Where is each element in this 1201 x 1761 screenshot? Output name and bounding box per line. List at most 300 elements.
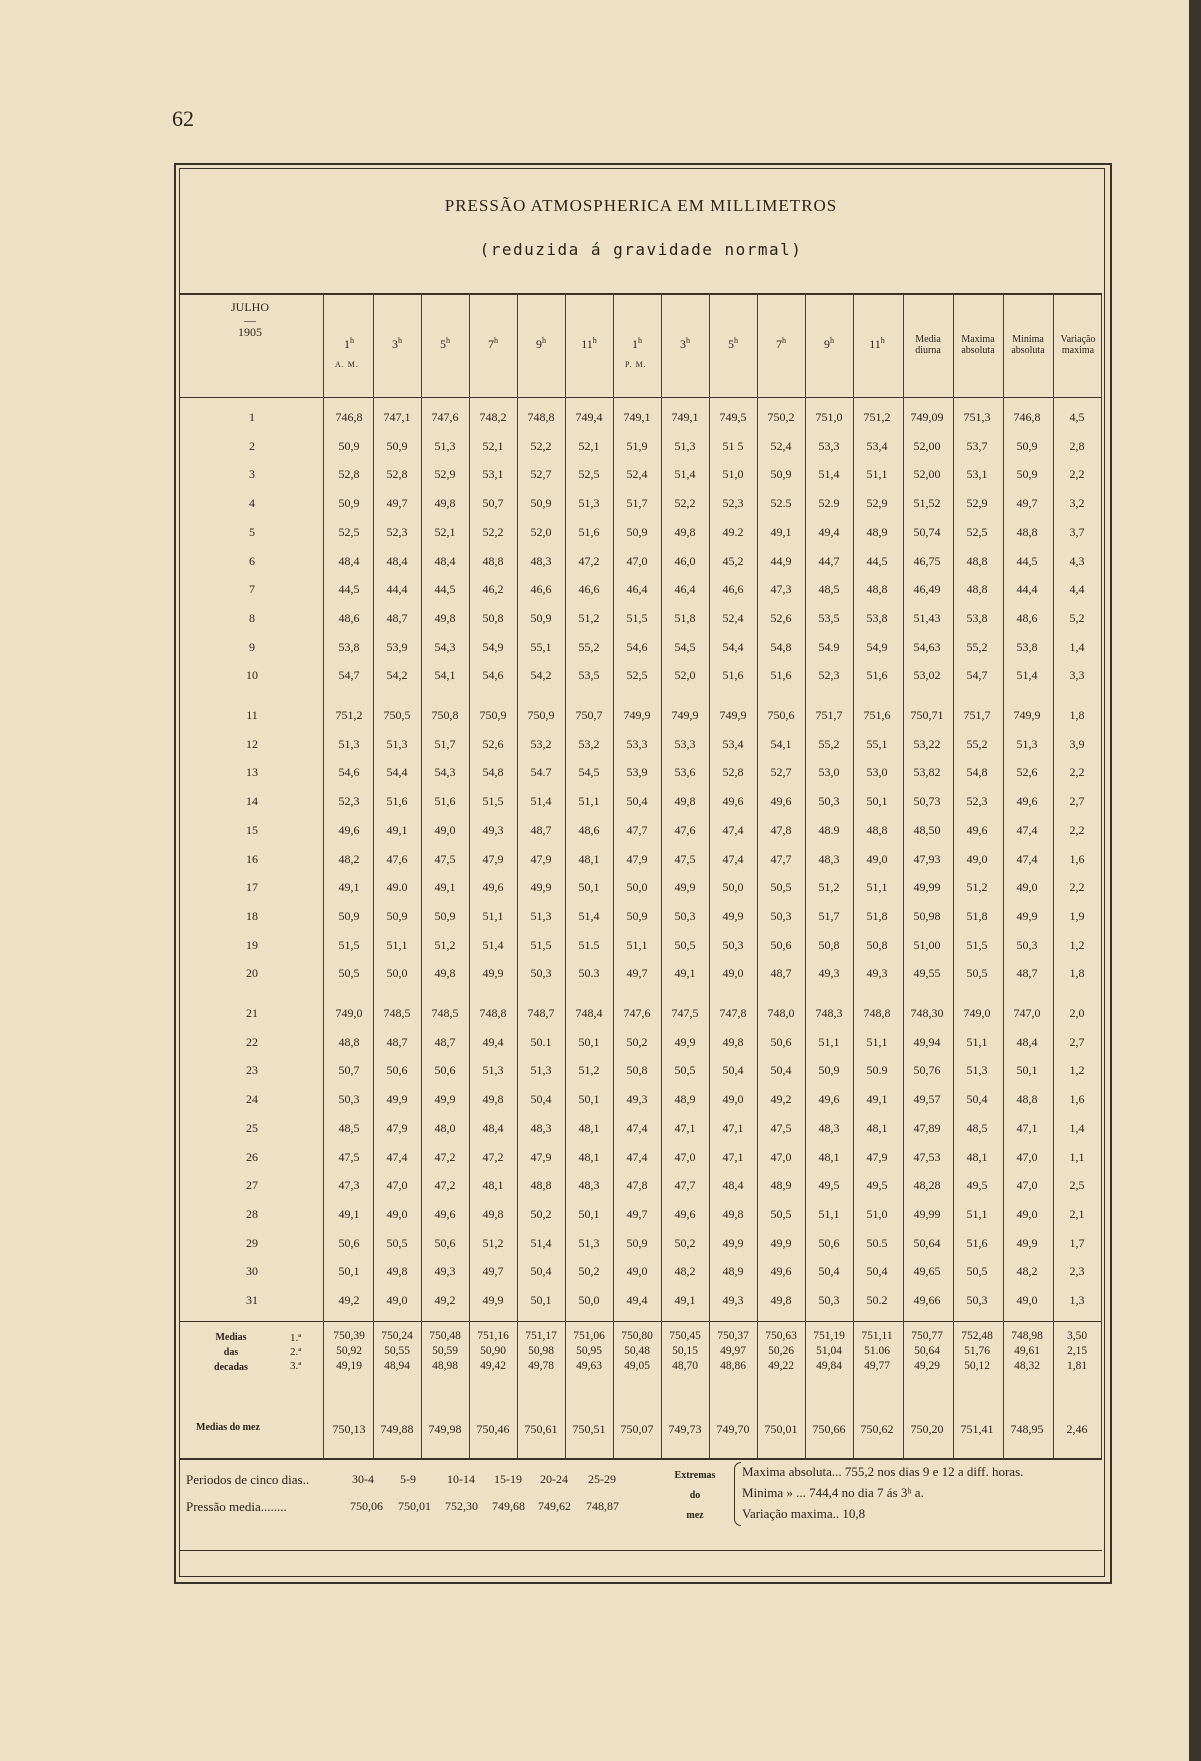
value-cell: 50,4 <box>626 794 648 808</box>
extremes-brace <box>734 1462 741 1526</box>
value-cell: 51,6 <box>722 668 744 682</box>
value-cell: 46,75 <box>913 554 941 568</box>
value-cell: 50,6 <box>338 1236 360 1250</box>
value-cell: 751,6 <box>863 708 891 722</box>
value-cell: 748,8 <box>527 410 555 424</box>
value-cell: 49,8 <box>722 1207 744 1221</box>
value-cell: 2,3 <box>1069 1264 1085 1278</box>
value-cell: 52,6 <box>770 611 792 625</box>
value-cell: 50,0 <box>626 880 648 894</box>
value-cell: 54,2 <box>386 668 408 682</box>
value-cell: 51,5 <box>626 611 648 625</box>
value-cell: 52,5 <box>626 668 648 682</box>
value-cell: 48,8 <box>866 582 888 596</box>
day-cell: 4 <box>249 496 255 510</box>
month-means-label: Medias do mez <box>196 1422 260 1433</box>
value-cell: 2,0 <box>1069 1006 1085 1020</box>
value-cell: 54,6 <box>338 765 360 779</box>
value-cell: 50,5 <box>966 1264 988 1278</box>
value-cell: 50,6 <box>770 938 792 952</box>
decade-mark-1: 1.ª <box>290 1332 302 1344</box>
value-cell: 51,1 <box>966 1035 988 1049</box>
decades-label-line1: Medias <box>215 1332 247 1343</box>
value-cell: 50,7 <box>482 496 504 510</box>
value-cell: 47,6 <box>674 823 696 837</box>
month-mean-cell: 750,62 <box>860 1422 894 1436</box>
value-cell: 48,4 <box>338 554 360 568</box>
value-cell: 50,1 <box>338 1264 360 1278</box>
value-cell: 48,7 <box>386 611 408 625</box>
value-cell: 46,6 <box>578 582 600 596</box>
value-cell: 49,1 <box>770 525 792 539</box>
value-cell: 53,3 <box>626 737 648 751</box>
value-cell: 51,5 <box>338 938 360 952</box>
value-cell: 49,3 <box>866 966 888 980</box>
value-cell: 751,7 <box>963 708 991 722</box>
value-cell: 47,7 <box>626 823 648 837</box>
value-cell: 50,4 <box>722 1063 744 1077</box>
value-cell: 4,5 <box>1069 410 1085 424</box>
value-cell: 47,2 <box>578 554 600 568</box>
value-cell: 50,5 <box>770 880 792 894</box>
value-cell: 52,5 <box>338 525 360 539</box>
value-cell: 49,1 <box>674 966 696 980</box>
value-cell: 749,9 <box>719 708 747 722</box>
value-cell: 50,0 <box>722 880 744 894</box>
day-cell: 1 <box>249 410 255 424</box>
value-cell: 50.3 <box>578 966 600 980</box>
value-cell: 48,8 <box>966 582 988 596</box>
value-cell: 746,8 <box>1013 410 1041 424</box>
decades-label-line3: decadas <box>214 1362 248 1373</box>
value-cell: 746,8 <box>335 410 363 424</box>
value-cell: 748,5 <box>431 1006 459 1020</box>
value-cell: 50,1 <box>866 794 888 808</box>
value-cell: 47,5 <box>434 852 456 866</box>
value-cell: 3,3 <box>1069 668 1085 682</box>
value-cell: 48,5 <box>338 1121 360 1135</box>
value-cell: 50,98 <box>913 909 941 923</box>
value-cell: 53,2 <box>530 737 552 751</box>
day-cell: 18 <box>246 909 258 923</box>
value-cell: 46,4 <box>674 582 696 596</box>
value-cell: 1,6 <box>1069 852 1085 866</box>
value-cell: 50,4 <box>818 1264 840 1278</box>
value-cell: 47,4 <box>722 823 744 837</box>
value-cell: 47,0 <box>626 554 648 568</box>
value-cell: 52,2 <box>482 525 504 539</box>
value-cell: 51,8 <box>674 611 696 625</box>
decade-mean-cell: 50,12 <box>964 1360 990 1372</box>
value-cell: 1,4 <box>1069 1121 1085 1135</box>
value-cell: 49,8 <box>386 1264 408 1278</box>
hour-header <box>613 336 661 352</box>
decade-mean-cell: 50,64 <box>914 1345 940 1357</box>
value-cell: 48,1 <box>578 1121 600 1135</box>
day-cell: 21 <box>246 1006 258 1020</box>
value-cell: 49,7 <box>482 1264 504 1278</box>
value-cell: 749,09 <box>910 410 944 424</box>
value-cell: 747,6 <box>623 1006 651 1020</box>
day-cell: 26 <box>246 1150 258 1164</box>
value-cell: 47,7 <box>674 1178 696 1192</box>
day-cell: 12 <box>246 737 258 751</box>
value-cell: 54,1 <box>434 668 456 682</box>
value-cell: 1,3 <box>1069 1293 1085 1307</box>
decade-mean-cell: 752,48 <box>961 1330 993 1342</box>
value-cell: 49,6 <box>1016 794 1038 808</box>
value-cell: 50,9 <box>338 439 360 453</box>
month-mean-cell: 750,13 <box>332 1422 366 1436</box>
value-cell: 51,1 <box>966 1207 988 1221</box>
value-cell: 750,7 <box>575 708 603 722</box>
value-cell: 52.5 <box>770 496 792 510</box>
value-cell: 52,5 <box>578 467 600 481</box>
stat-header <box>952 334 1004 356</box>
decade-mean-cell: 50,95 <box>576 1345 602 1357</box>
decade-mean-cell: 50,92 <box>336 1345 362 1357</box>
value-cell: 53,0 <box>818 765 840 779</box>
value-cell: 49,9 <box>674 1035 696 1049</box>
value-cell: 49,6 <box>966 823 988 837</box>
value-cell: 49,2 <box>338 1293 360 1307</box>
stat-header-line: Media <box>915 334 941 345</box>
value-cell: 47,1 <box>722 1150 744 1164</box>
value-cell: 48,3 <box>578 1178 600 1192</box>
hour-header <box>421 336 469 352</box>
period-pressure-value: 750,01 <box>398 1499 431 1513</box>
value-cell: 50,9 <box>1016 467 1038 481</box>
value-cell: 49,6 <box>818 1092 840 1106</box>
value-cell: 50.5 <box>866 1236 888 1250</box>
value-cell: 51,43 <box>913 611 941 625</box>
value-cell: 49,9 <box>434 1092 456 1106</box>
value-cell: 47,4 <box>1016 852 1038 866</box>
value-cell: 54,2 <box>530 668 552 682</box>
value-cell: 49,6 <box>770 1264 792 1278</box>
day-cell: 25 <box>246 1121 258 1135</box>
value-cell: 47,4 <box>1016 823 1038 837</box>
value-cell: 50,6 <box>434 1063 456 1077</box>
value-cell: 49,3 <box>722 1293 744 1307</box>
value-cell: 53,1 <box>966 467 988 481</box>
value-cell: 51,1 <box>818 1035 840 1049</box>
period-pressure-value: 749,62 <box>538 1499 571 1513</box>
value-cell: 50,2 <box>578 1264 600 1278</box>
value-cell: 54,5 <box>674 640 696 654</box>
day-cell: 30 <box>246 1264 258 1278</box>
value-cell: 46,6 <box>722 582 744 596</box>
value-cell: 53,02 <box>913 668 941 682</box>
day-cell: 10 <box>246 668 258 682</box>
value-cell: 51,3 <box>386 737 408 751</box>
value-cell: 49,99 <box>913 880 941 894</box>
decade-mean-cell: 1,81 <box>1066 1360 1088 1372</box>
hour-value: 1 <box>632 337 638 351</box>
value-cell: 49,1 <box>674 1293 696 1307</box>
value-cell: 48,9 <box>674 1092 696 1106</box>
value-cell: 50.1 <box>530 1035 552 1049</box>
value-cell: 51,6 <box>770 668 792 682</box>
value-cell: 52,3 <box>386 525 408 539</box>
hour-header <box>373 336 421 352</box>
value-cell: 750,6 <box>767 708 795 722</box>
value-cell: 747,0 <box>1013 1006 1041 1020</box>
stat-header-line: absoluta <box>1011 345 1045 356</box>
am-label: A. M. <box>335 360 359 369</box>
pressure-label: Pressão media........ <box>186 1499 287 1514</box>
value-cell: 49,4 <box>818 525 840 539</box>
value-cell: 49,0 <box>386 1293 408 1307</box>
decade-mark-3: 3.ª <box>290 1360 302 1372</box>
day-cell: 14 <box>246 794 258 808</box>
value-cell: 51,3 <box>530 1063 552 1077</box>
value-cell: 49,0 <box>1016 1293 1038 1307</box>
decade-mean-cell: 50,59 <box>432 1345 458 1357</box>
value-cell: 49,5 <box>818 1178 840 1192</box>
value-cell: 49,1 <box>866 1092 888 1106</box>
value-cell: 51,3 <box>530 909 552 923</box>
value-cell: 47,0 <box>1016 1150 1038 1164</box>
value-cell: 44,4 <box>1016 582 1038 596</box>
value-cell: 50,3 <box>674 909 696 923</box>
decade-mean-cell: 49,05 <box>624 1360 650 1372</box>
value-cell: 51,1 <box>866 1035 888 1049</box>
month-mean-cell: 750,51 <box>572 1422 606 1436</box>
value-cell: 50,2 <box>674 1236 696 1250</box>
hour-suffix: h <box>446 336 450 345</box>
value-cell: 747,6 <box>431 410 459 424</box>
value-cell: 46,6 <box>530 582 552 596</box>
value-cell: 4,3 <box>1069 554 1085 568</box>
value-cell: 50,9 <box>530 496 552 510</box>
value-cell: 49,8 <box>434 966 456 980</box>
value-cell: 50,3 <box>818 1293 840 1307</box>
value-cell: 48.9 <box>818 823 840 837</box>
value-cell: 50,76 <box>913 1063 941 1077</box>
period-value: 5-9 <box>400 1472 416 1486</box>
value-cell: 52,2 <box>530 439 552 453</box>
decade-mean-cell: 50,26 <box>768 1345 794 1357</box>
value-cell: 47,0 <box>386 1178 408 1192</box>
value-cell: 49,0 <box>966 852 988 866</box>
value-cell: 48,2 <box>338 852 360 866</box>
month-mean-cell: 750,01 <box>764 1422 798 1436</box>
value-cell: 50,8 <box>482 611 504 625</box>
value-cell: 50,5 <box>770 1207 792 1221</box>
value-cell: 49,6 <box>434 1207 456 1221</box>
value-cell: 50,4 <box>770 1063 792 1077</box>
value-cell: 51,4 <box>482 938 504 952</box>
value-cell: 50,1 <box>578 1035 600 1049</box>
value-cell: 52,5 <box>966 525 988 539</box>
value-cell: 48,7 <box>386 1035 408 1049</box>
value-cell: 2,7 <box>1069 794 1085 808</box>
value-cell: 749,9 <box>1013 708 1041 722</box>
decade-mean-cell: 750,80 <box>621 1330 653 1342</box>
value-cell: 50,6 <box>434 1236 456 1250</box>
day-cell: 11 <box>246 708 258 722</box>
stat-header-line: maxima <box>1061 345 1095 356</box>
value-cell: 49,8 <box>674 525 696 539</box>
hour-value: 5 <box>728 337 734 351</box>
day-cell: 13 <box>246 765 258 779</box>
extremes-label <box>660 1466 730 1526</box>
value-cell: 52,4 <box>626 467 648 481</box>
value-cell: 51,00 <box>913 938 941 952</box>
value-cell: 54,6 <box>626 640 648 654</box>
value-cell: 50,9 <box>626 909 648 923</box>
day-cell: 19 <box>246 938 258 952</box>
stat-header-line: Minima <box>1012 334 1044 345</box>
decade-mean-cell: 49,22 <box>768 1360 794 1372</box>
value-cell: 49,6 <box>674 1207 696 1221</box>
value-cell: 49,4 <box>482 1035 504 1049</box>
month-mean-cell: 749,88 <box>380 1422 414 1436</box>
decade-mean-cell: 750,24 <box>381 1330 413 1342</box>
value-cell: 49,8 <box>434 611 456 625</box>
stat-header-line: absoluta <box>961 345 995 356</box>
month-mean-cell: 750,20 <box>910 1422 944 1436</box>
value-cell: 48,6 <box>578 823 600 837</box>
decade-mean-cell: 50,15 <box>672 1345 698 1357</box>
value-cell: 49,9 <box>482 1293 504 1307</box>
value-cell: 48,9 <box>770 1178 792 1192</box>
value-cell: 49,8 <box>482 1207 504 1221</box>
period-value: 20-24 <box>540 1472 568 1486</box>
month-mean-cell: 750,61 <box>524 1422 558 1436</box>
hour-value: 3 <box>680 337 686 351</box>
value-cell: 47,7 <box>770 852 792 866</box>
hour-value: 5 <box>440 337 446 351</box>
value-cell: 50,73 <box>913 794 941 808</box>
value-cell: 53,3 <box>674 737 696 751</box>
value-cell: 51,1 <box>818 1207 840 1221</box>
value-cell: 49,9 <box>386 1092 408 1106</box>
year-label: 1905 <box>238 325 262 339</box>
value-cell: 48,0 <box>434 1121 456 1135</box>
header-bottom-rule <box>180 397 1102 398</box>
value-cell: 44,7 <box>818 554 840 568</box>
value-cell: 748,0 <box>767 1006 795 1020</box>
value-cell: 49,2 <box>770 1092 792 1106</box>
decade-mean-cell: 48,32 <box>1014 1360 1040 1372</box>
value-cell: 748,4 <box>575 1006 603 1020</box>
value-cell: 48,7 <box>434 1035 456 1049</box>
value-cell: 747,8 <box>719 1006 747 1020</box>
period-pressure-value: 748,87 <box>586 1499 619 1513</box>
value-cell: 49,9 <box>1016 1236 1038 1250</box>
value-cell: 48,4 <box>722 1178 744 1192</box>
value-cell: 50,3 <box>770 909 792 923</box>
value-cell: 47,5 <box>674 852 696 866</box>
value-cell: 50.2 <box>866 1293 888 1307</box>
value-cell: 751,2 <box>335 708 363 722</box>
value-cell: 49,1 <box>338 880 360 894</box>
value-cell: 50,9 <box>386 439 408 453</box>
value-cell: 51,3 <box>1016 737 1038 751</box>
decade-mean-cell: 2,15 <box>1066 1345 1088 1357</box>
hour-header <box>469 336 517 352</box>
value-cell: 54,8 <box>770 640 792 654</box>
value-cell: 750,8 <box>431 708 459 722</box>
value-cell: 50,3 <box>818 794 840 808</box>
value-cell: 48,4 <box>386 554 408 568</box>
value-cell: 47,89 <box>913 1121 941 1135</box>
value-cell: 49,8 <box>770 1293 792 1307</box>
value-cell: 48,8 <box>530 1178 552 1192</box>
value-cell: 50,1 <box>578 1092 600 1106</box>
hour-suffix: h <box>686 336 690 345</box>
value-cell: 47,5 <box>770 1121 792 1135</box>
decade-mark-2: 2.ª <box>290 1346 302 1358</box>
value-cell: 51,4 <box>674 467 696 481</box>
value-cell: 2,2 <box>1069 880 1085 894</box>
value-cell: 1,4 <box>1069 640 1085 654</box>
value-cell: 54,3 <box>434 640 456 654</box>
value-cell: 55,2 <box>966 640 988 654</box>
value-cell: 47,6 <box>386 852 408 866</box>
value-cell: 48,9 <box>866 525 888 539</box>
value-cell: 49,3 <box>626 1092 648 1106</box>
value-cell: 750,71 <box>910 708 944 722</box>
value-cell: 45,2 <box>722 554 744 568</box>
value-cell: 49,0 <box>626 1264 648 1278</box>
value-cell: 52,8 <box>386 467 408 481</box>
value-cell: 54,4 <box>722 640 744 654</box>
value-cell: 46,4 <box>626 582 648 596</box>
value-cell: 50,2 <box>530 1207 552 1221</box>
value-cell: 53,4 <box>866 439 888 453</box>
value-cell: 53,2 <box>578 737 600 751</box>
value-cell: 49,0 <box>1016 1207 1038 1221</box>
day-cell: 27 <box>246 1178 258 1192</box>
decade-mean-cell: 51.06 <box>864 1345 890 1357</box>
value-cell: 1,2 <box>1069 1063 1085 1077</box>
value-cell: 50,9 <box>386 909 408 923</box>
period-pressure-value: 750,06 <box>350 1499 383 1513</box>
value-cell: 51,0 <box>866 1207 888 1221</box>
value-cell: 51,3 <box>578 1236 600 1250</box>
decade-mean-cell: 751,06 <box>573 1330 605 1342</box>
value-cell: 3,7 <box>1069 525 1085 539</box>
value-cell: 50,1 <box>578 1207 600 1221</box>
footer-bottom-rule <box>180 1550 1102 1551</box>
value-cell: 48,7 <box>770 966 792 980</box>
decade-mean-cell: 750,63 <box>765 1330 797 1342</box>
month-mean-cell: 749,73 <box>668 1422 702 1436</box>
value-cell: 47,4 <box>722 852 744 866</box>
value-cell: 52,3 <box>338 794 360 808</box>
extremes-label-line1: Extremas <box>674 1470 716 1481</box>
decade-mean-cell: 49,61 <box>1014 1345 1040 1357</box>
decade-mean-cell: 49,19 <box>336 1360 362 1372</box>
pm-label: P. M. <box>625 360 647 369</box>
month-mean-cell: 750,07 <box>620 1422 654 1436</box>
value-cell: 49,0 <box>866 852 888 866</box>
value-cell: 52,1 <box>578 439 600 453</box>
value-cell: 47,9 <box>386 1121 408 1135</box>
value-cell: 1,8 <box>1069 966 1085 980</box>
value-cell: 748,5 <box>383 1006 411 1020</box>
value-cell: 47,9 <box>530 852 552 866</box>
value-cell: 48,8 <box>482 554 504 568</box>
value-cell: 47,1 <box>1016 1121 1038 1135</box>
value-cell: 47,8 <box>770 823 792 837</box>
value-cell: 49,1 <box>434 880 456 894</box>
value-cell: 50,9 <box>434 909 456 923</box>
decade-mean-cell: 751,17 <box>525 1330 557 1342</box>
